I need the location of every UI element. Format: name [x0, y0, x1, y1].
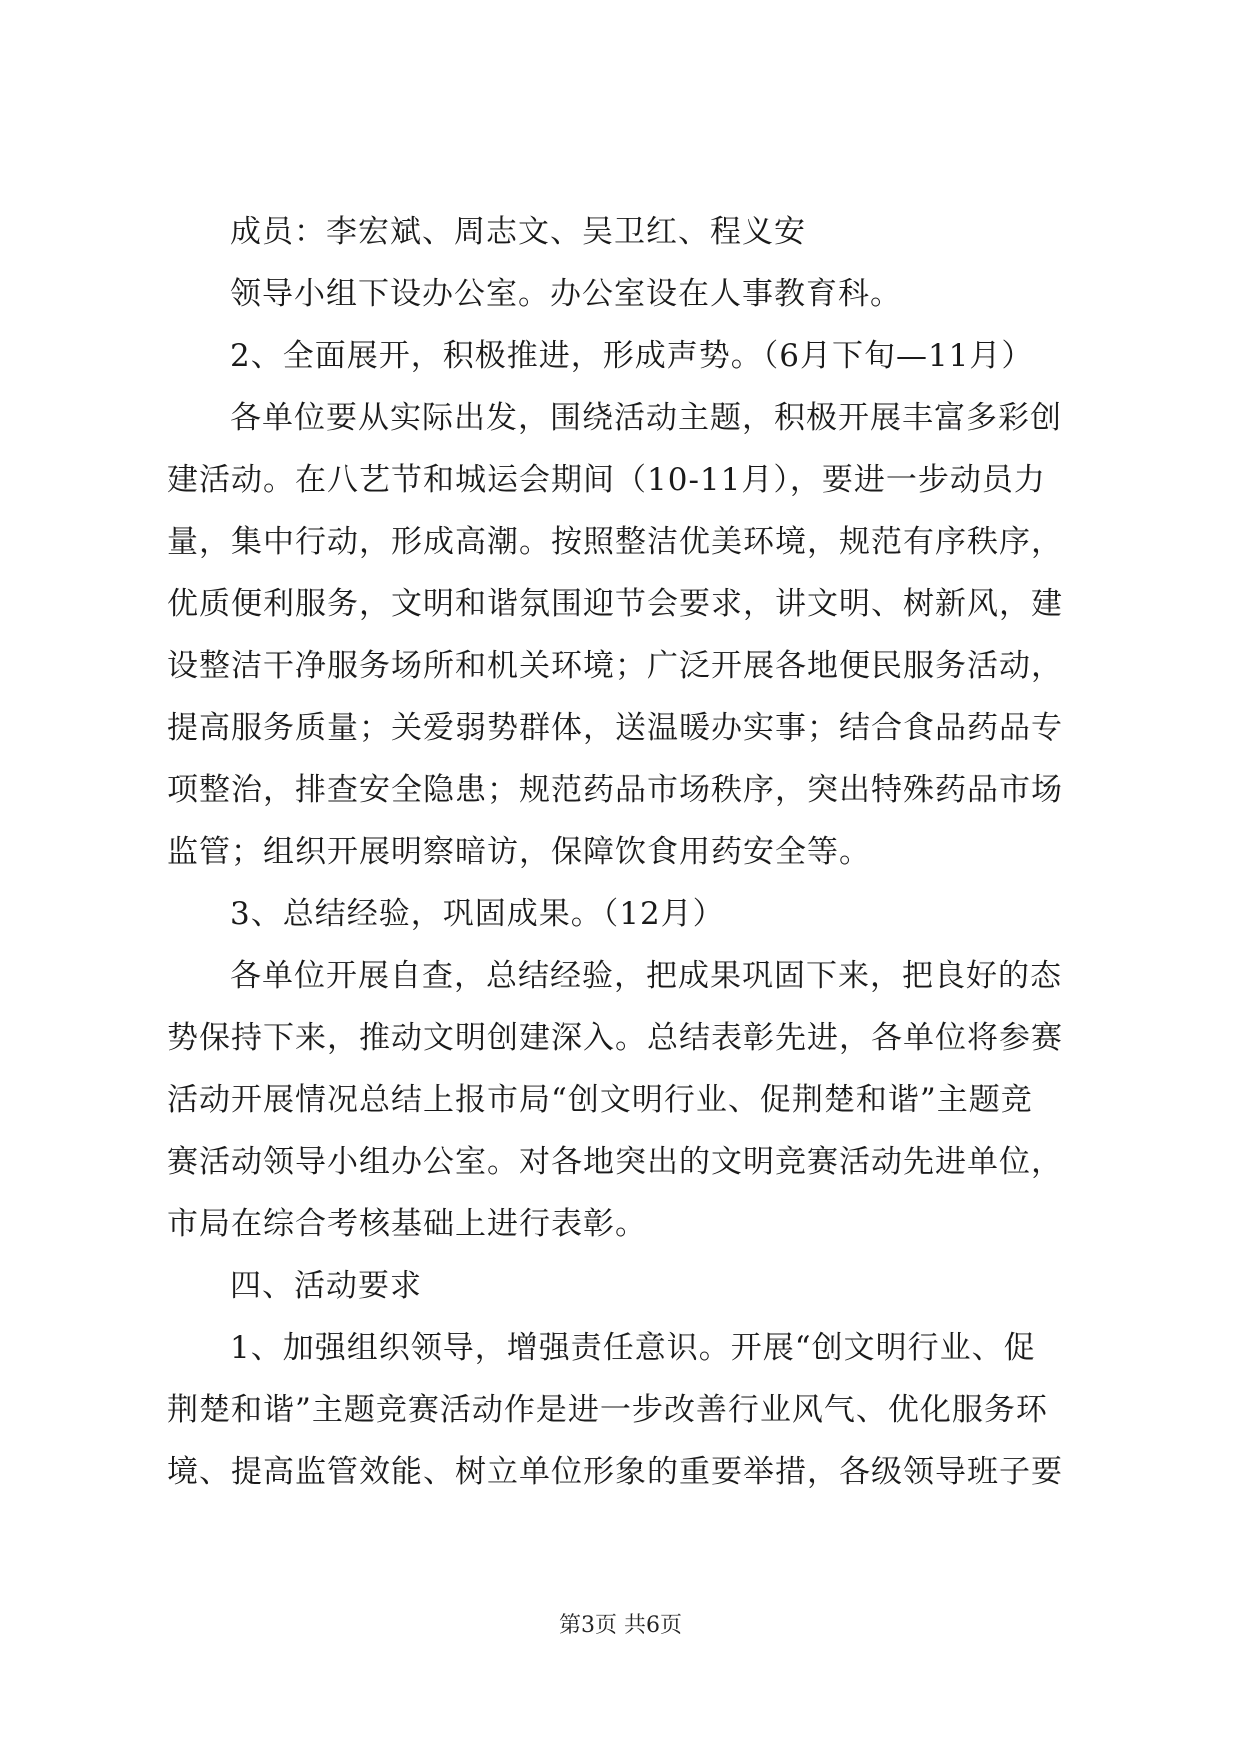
text-line: 建活动。在八艺节和城运会期间（10-11月），要进一步动员力 — [167, 462, 1046, 498]
text-line: 提高服务质量；关爱弱势群体，送温暖办实事；结合食品药品专 — [167, 710, 1063, 746]
text-line: 量，集中行动，形成高潮。按照整洁优美环境，规范有序秩序， — [167, 524, 1063, 560]
text-line: 各单位要从实际出发，围绕活动主题，积极开展丰富多彩创 — [230, 400, 1062, 436]
text-line: 荆楚和谐”主题竞赛活动作是进一步改善行业风气、优化服务环 — [167, 1392, 1048, 1428]
text-line: 领导小组下设办公室。办公室设在人事教育科。 — [230, 276, 902, 312]
text-line: 1、加强组织领导，增强责任意识。开展“创文明行业、促 — [230, 1330, 1036, 1366]
text-line: 成员：李宏斌、周志文、吴卫红、程义安 — [230, 214, 806, 250]
text-line: 2、全面展开，积极推进，形成声势。（6月下旬—11月） — [230, 338, 1034, 374]
text-line: 设整洁干净服务场所和机关环境；广泛开展各地便民服务活动， — [167, 648, 1063, 684]
text-line: 3、总结经验，巩固成果。（12月） — [230, 896, 725, 932]
section-heading: 四、活动要求 — [230, 1268, 422, 1304]
text-line: 赛活动领导小组办公室。对各地突出的文明竞赛活动先进单位， — [167, 1144, 1063, 1180]
page-number-footer: 第3页 共6页 — [559, 1613, 682, 1638]
text-line: 监管；组织开展明察暗访，保障饮食用药安全等。 — [167, 834, 871, 870]
text-line: 活动开展情况总结上报市局“创文明行业、促荆楚和谐”主题竞 — [167, 1082, 1033, 1118]
text-line: 境、提高监管效能、树立单位形象的重要举措，各级领导班子要 — [167, 1454, 1063, 1490]
text-line: 市局在综合考核基础上进行表彰。 — [167, 1206, 647, 1242]
text-line: 势保持下来，推动文明创建深入。总结表彰先进，各单位将参赛 — [167, 1020, 1063, 1056]
text-line: 各单位开展自查，总结经验，把成果巩固下来，把良好的态 — [230, 958, 1062, 994]
text-line: 优质便利服务，文明和谐氛围迎节会要求，讲文明、树新风，建 — [167, 586, 1063, 622]
text-line: 项整治，排查安全隐患；规范药品市场秩序，突出特殊药品市场 — [167, 772, 1063, 808]
